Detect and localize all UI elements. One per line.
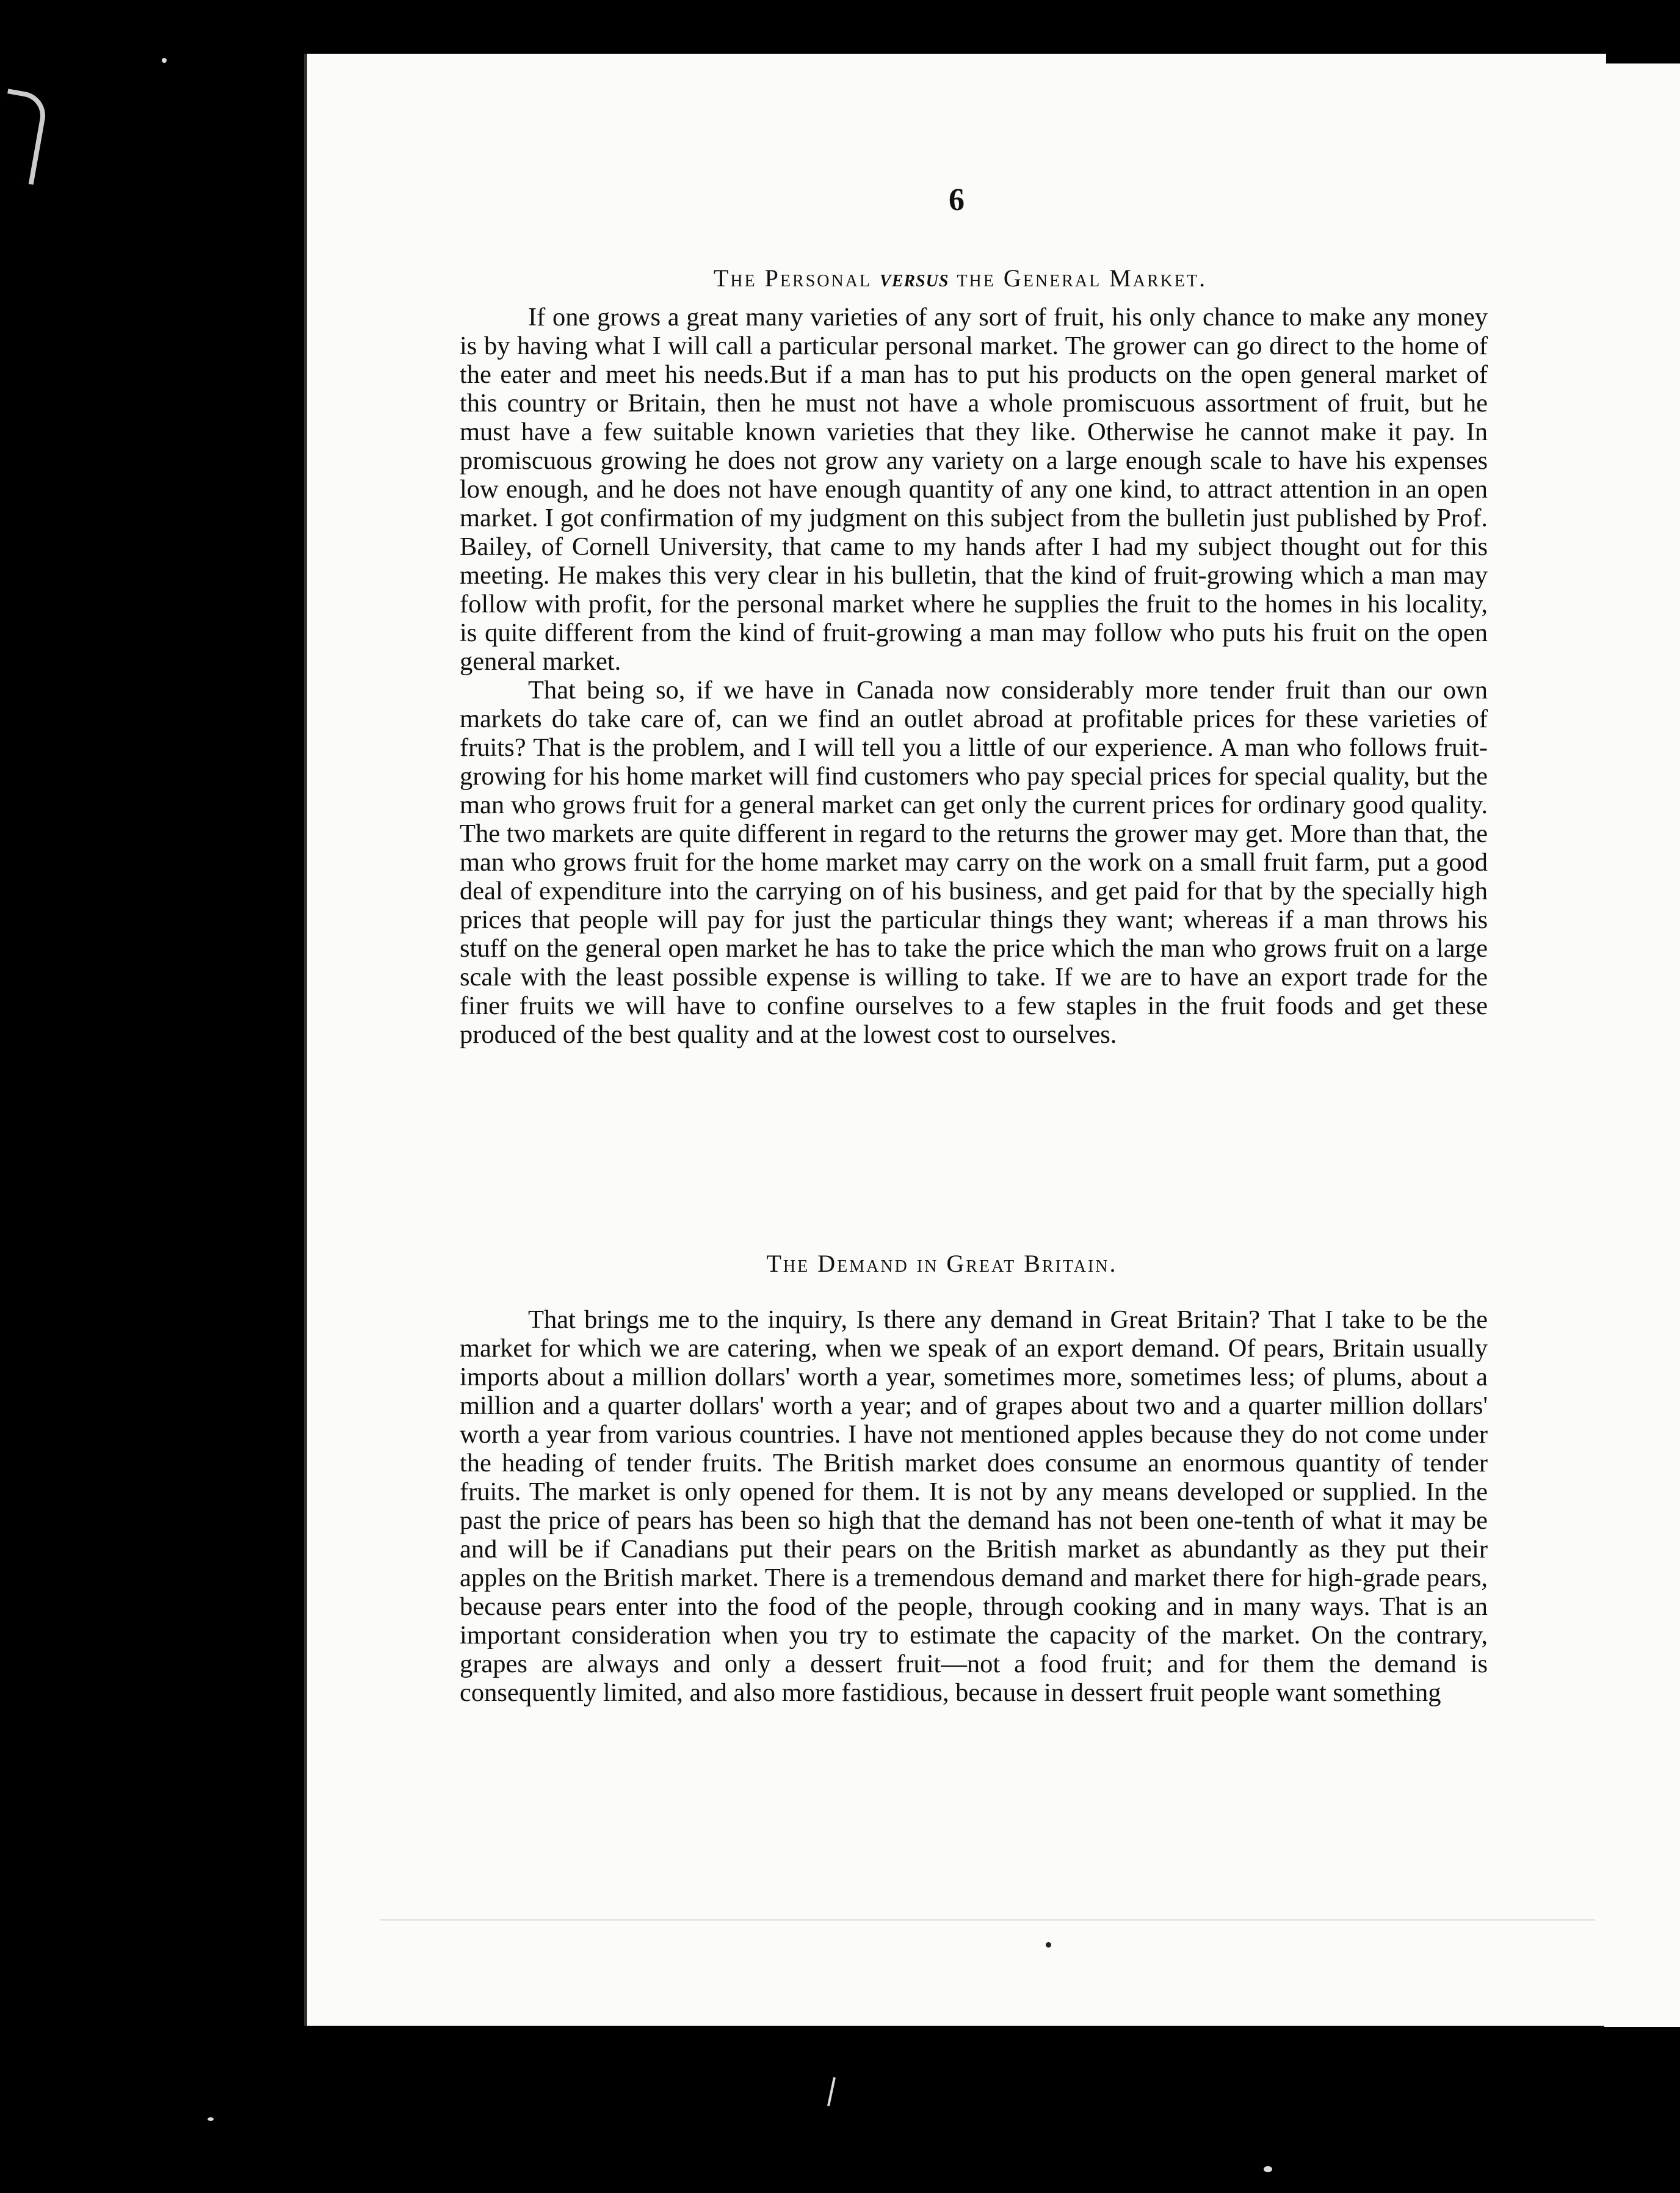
page-fold-line (380, 1919, 1595, 1921)
scan-artifact-dot (208, 2117, 214, 2121)
page-dot (1046, 1942, 1051, 1948)
page-number: 6 (949, 183, 965, 217)
scan-artifact-dot (1264, 2166, 1272, 2172)
heading-italic-text: versus (880, 264, 949, 292)
heading-text: the General Market. (949, 264, 1208, 292)
section-heading-personal-vs-general-market (350, 264, 1571, 292)
scan-artifact-line (827, 2077, 836, 2106)
section-body-personal-market (460, 303, 1488, 1049)
heading-text: The Personal (713, 264, 880, 292)
section-body-demand (460, 1305, 1488, 1707)
paragraph: That being so, if we have in Canada now considerably more tender fruit than our own markets do take care of, can we find an outlet abroad at profitable prices for these varieties of fruits? That is the problem, and I will tell you a little of our experience. A man who follows fruit-growing for his home market will find customers who pay special prices for special quality, but the man who grows fruit for a general market can get only the current prices for ordinary good quality. The two markets are quite different in regard to the returns the grower may get. More than that, the man who grows fruit for the home market may carry on the work on a small fruit farm, put a good deal of expenditure into the carrying on of his business, and get paid for that by the specially high prices that people will pay for just the particular things they want; whereas if a man throws his stuff on the general open market he has to take the price which the man who grows fruit on a large scale with the least possible expense is willing to take. If we are to have an export trade for the finer fruits we will have to confine ourselves to a few staples in the fruit foods and get these produced of the best quality and at the lowest cost to ourselves. (460, 676, 1488, 1049)
document-page (304, 54, 1606, 2026)
paragraph: That brings me to the inquiry, Is there any demand in Great Britain? That I take to be the market for which we are catering, when we speak of an export demand. Of pears, Britain usually imports about a million dollars' worth a year, sometimes more, sometimes less; of plums, about a million and a quarter dollars' worth a year; and of grapes about two and a quarter million dollars' worth a year from various countries. I have not mentioned apples because they do not come under the heading of tender fruits. The British market does consume an enormous quantity of tender fruits. The market is only opened for them. It is not by any means developed or supplied. In the past the price of pears has been so high that the demand has not been one-tenth of what it may be and will be if Canadians put their pears on the British market as abundantly as they put their apples on the British market. There is a tremendous demand and market there for high-grade pears, because pears enter into the food of the people, through cooking and in many ways. That is an important consideration when you try to estimate the capacity of the market. On the contrary, grapes are always and only a dessert fruit—not a food fruit; and for them the demand is consequently limited, and also more fastidious, because in dessert fruit people want something (460, 1305, 1488, 1707)
scan-artifact-hook (0, 89, 49, 185)
heading-text: The Demand in Great Britain. (766, 1250, 1118, 1277)
facing-page-edge (1601, 63, 1680, 2027)
scan-artifact-dot (162, 58, 167, 63)
section-heading-demand-in-great-britain (331, 1249, 1552, 1278)
paragraph: If one grows a great many varieties of any sort of fruit, his only chance to make any money is by having what I will call a particular personal market. The grower can go direct to the home of the eater and meet his needs.But if a man has to put his products on the open general market of this country or Britain, then he must not have a whole promiscuous assortment of fruit, but he must have a few suitable known varieties that they like. Otherwise he cannot make it pay. In promiscuous growing he does not grow any variety on a large enough scale to have his expenses low enough, and he does not have enough quantity of any one kind, to attract attention in an open market. I got confirmation of my judgment on this subject from the bulletin just published by Prof. Bailey, of Cornell University, that came to my hands after I had my subject thought out for this meeting. He makes this very clear in his bulletin, that the kind of fruit-growing which a man may follow with profit, for the personal market where he supplies the fruit to the homes in his locality, is quite different from the kind of fruit-growing a man may follow who puts his fruit on the open general market. (460, 303, 1488, 676)
